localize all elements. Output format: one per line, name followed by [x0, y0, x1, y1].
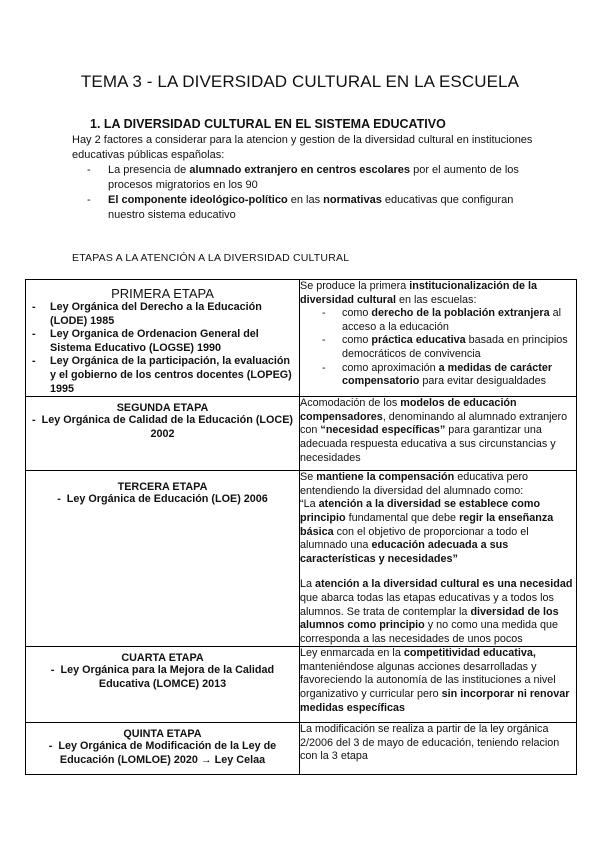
stage-2-description: Acomodación de los modelos de educación compensadores, denominando al alumnado extranjero con “necesidad específicas” para garantizar una adecuada respuesta educativa a sus circunstancias y necesidades [300, 397, 577, 471]
stage-3-cell [26, 471, 300, 647]
sub-list [300, 307, 576, 389]
stage-5-description: La modificación se realiza a partir de la ley orgánica 2/2006 del 3 de mayo de educación, teniendo relacion con la 3 etapa [300, 723, 577, 775]
stage-1-description: Se produce la primera institucionalización de la diversidad cultural en las escuelas: - como derecho de la población extranjera al acceso a la educación - como práctica educativa basada en principios democráticos de convivencia - como aproximación a medidas de carácter compensatorio para evitar desigualdades [300, 280, 577, 397]
law-item: - Ley Orgánica para la Mejora de la Calidad Educativa (LOMCE) 2013 [50, 664, 275, 690]
law-item: - Ley Organica de Ordenacion General del Sistema Educativo (LOGSE) 1990 [32, 328, 259, 354]
stage-5-cell [26, 723, 300, 775]
table-row [26, 280, 577, 397]
list-item: - El componente ideológico-político en las normativas educativas que configuran nuestro sistema educativo [87, 194, 514, 221]
list-item: - como práctica educativa basada en principios democráticos de convivencia [322, 334, 568, 360]
law-item: - Ley Orgánica de Calidad de la Educación (LOCE) 2002 [32, 414, 293, 440]
stage-2-cell [26, 397, 300, 471]
stage-title: SEGUNDA ETAPA [116, 402, 209, 415]
section-heading: 1. LA DIVERSIDAD CULTURAL EN EL SISTEMA EDUCATIVO [90, 117, 446, 131]
intro-paragraph: Hay 2 factores a considerar para la atencion y gestion de la diversidad cultural en instituciones educativas públicas españolas: [72, 134, 533, 161]
table-row [26, 723, 577, 775]
stage-1-cell [26, 280, 300, 397]
law-item: - Ley Orgánica de Educación (LOE) 2006 [57, 493, 268, 506]
stage-4-description: Ley enmarcada en la competitividad educativa, manteniéndose algunas acciones desarrolladas y favoreciendo la autonomía de las instituciones a nivel organizativo y curricular pero sin incorporar ni renovar medidas específicas [300, 647, 577, 723]
page-title: TEMA 3 - LA DIVERSIDAD CULTURAL EN LA ESCUELA [80, 72, 520, 91]
law-list [26, 414, 299, 441]
stage-title: QUINTA ETAPA [123, 728, 202, 741]
law-list [26, 740, 299, 767]
law-list [26, 664, 299, 691]
stage-title: TERCERA ETAPA [117, 481, 208, 494]
list-item: - como derecho de la población extranjera al acceso a la educación [322, 307, 562, 333]
law-item: - Ley Orgánica de la participación, la evaluación y el gobierno de los centros docentes (LOPEG) 1995 [32, 355, 292, 395]
factors-list [72, 163, 532, 223]
stage-4-cell [26, 647, 300, 723]
law-list [26, 301, 299, 396]
law-item: - Ley Orgánica de Modificación de la Ley de Educación (LOMLOE) 2020 → Ley Celaa [48, 740, 277, 766]
stage-title: PRIMERA ETAPA [111, 286, 214, 301]
law-list [26, 493, 299, 507]
stages-label: ETAPAS A LA ATENCIÓN A LA DIVERSIDAD CULTURAL [72, 252, 350, 264]
table-row [26, 647, 577, 723]
table-row [26, 471, 577, 647]
list-item: - La presencia de alumnado extranjero en centros escolares por el aumento de los procesos migratorios en los 90 [87, 164, 519, 191]
law-item: - Ley Orgánica del Derecho a la Educación (LODE) 1985 [32, 301, 262, 327]
table-row [26, 397, 577, 471]
stages-table [25, 279, 577, 775]
stage-3-description: Se mantiene la compensación educativa pero entendiendo la diversidad del alumnado como: “La atención a la diversidad se establece como principio fundamental que debe regir la enseñanza básica con el objetivo de proporcionar a todo el alumnado una educación adecuada a sus características y necesidades” La atención a la diversidad cultural es una necesidad que abarca todas las etapas educativas y a todos los alumnos. Se trata de contemplar la diversidad de los alumnos como principio y no como una medida que corresponda a las necesidades de unos pocos [300, 471, 577, 647]
stage-title: CUARTA ETAPA [121, 652, 204, 665]
list-item: - como aproximación a medidas de carácter compensatorio para evitar desigualdades [322, 361, 553, 388]
